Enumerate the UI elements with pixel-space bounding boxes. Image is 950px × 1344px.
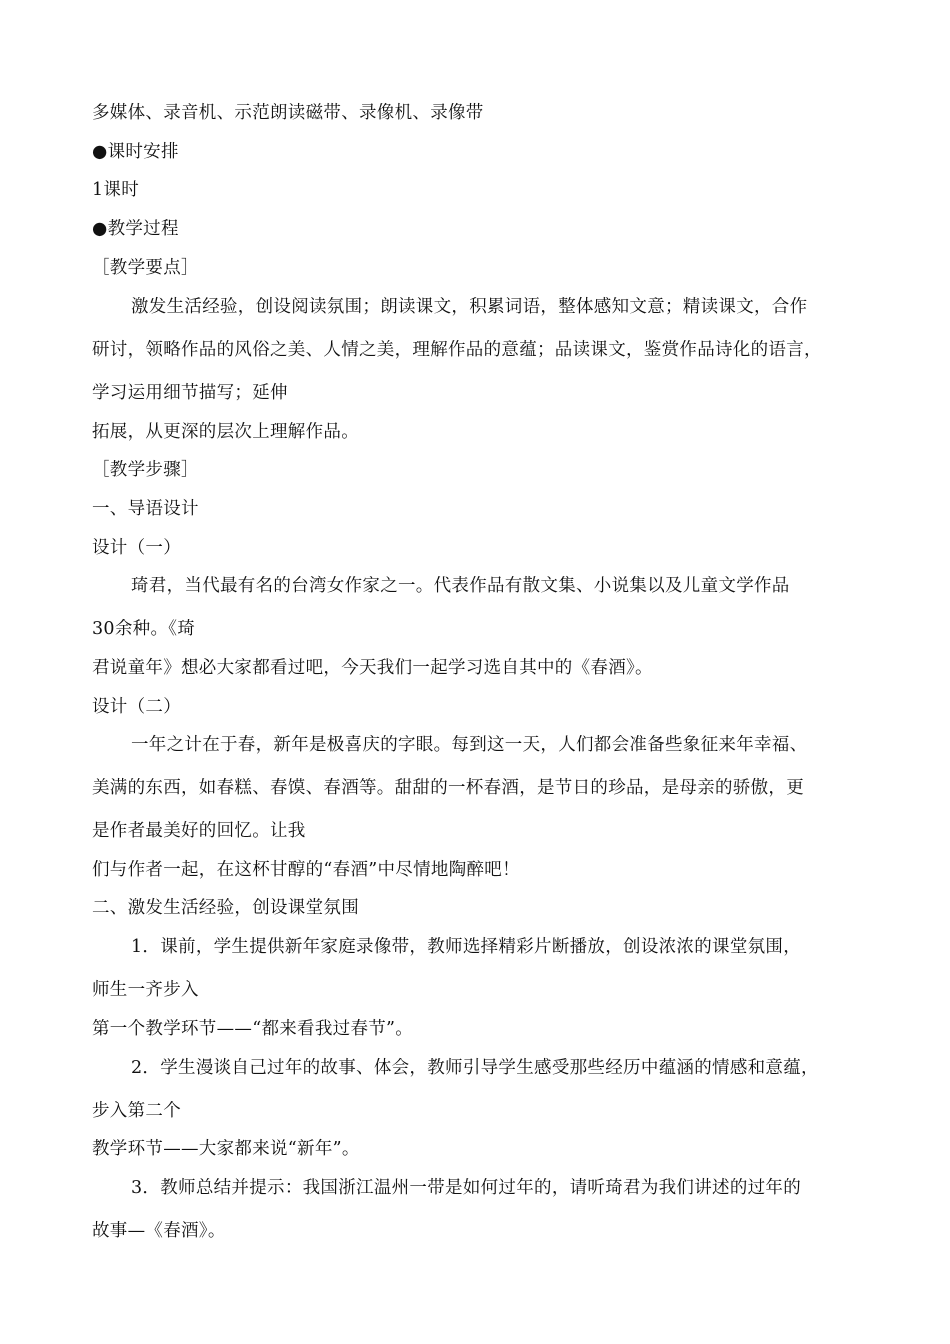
paragraph-line: 2．学生漫谈自己过年的故事、体会，教师引导学生感受那些经历中蕴涵的情感和意蕴， bbox=[131, 1058, 819, 1078]
paragraph-line: 第一个教学环节——“都来看我过春节”。 bbox=[92, 1019, 414, 1039]
text-line-materials: 多媒体、录音机、示范朗读磁带、录像机、录像带 bbox=[92, 103, 484, 123]
subheading-steps: ［教学步骤］ bbox=[92, 460, 199, 480]
paragraph-line: 激发生活经验，创设阅读氛围；朗读课文，积累词语，整体感知文意；精读课文，合作 bbox=[131, 297, 808, 317]
paragraph-line: 君说童年》想必大家都看过吧，今天我们一起学习选自其中的《春酒》。 bbox=[92, 658, 653, 678]
paragraph-line: 1．课前，学生提供新年家庭录像带，教师选择精彩片断播放，创设浓浓的课堂氛围， bbox=[131, 937, 802, 957]
paragraph-line: 拓展，从更深的层次上理解作品。 bbox=[92, 422, 359, 442]
paragraph-line: 们与作者一起，在这杯甘醇的“春酒”中尽情地陶醉吧！ bbox=[92, 860, 520, 880]
paragraph-line: 步入第二个 bbox=[92, 1101, 181, 1121]
paragraph-line: 美满的东西，如春糕、春馍、春酒等。甜甜的一杯春酒，是节日的珍品，是母亲的骄傲，更 bbox=[92, 778, 804, 798]
heading-stimulate-experience: 二、激发生活经验，创设课堂氛围 bbox=[92, 898, 359, 918]
subheading-key-points: ［教学要点］ bbox=[92, 258, 199, 278]
paragraph-line: 故事—《春酒》。 bbox=[92, 1221, 226, 1241]
paragraph-line: 学习运用细节描写；延伸 bbox=[92, 383, 288, 403]
heading-design-one: 设计（一） bbox=[92, 538, 181, 558]
paragraph-line: 30余种。《琦 bbox=[92, 619, 196, 639]
paragraph-line: 研讨，领略作品的风俗之美、人情之美，理解作品的意蕴；品读课文，鉴赏作品诗化的语言， bbox=[92, 340, 822, 360]
paragraph-line: 教学环节——大家都来说“新年”。 bbox=[92, 1139, 360, 1159]
paragraph-line: 师生一齐步入 bbox=[92, 980, 199, 1000]
section-heading-process: ●教学过程 bbox=[92, 219, 179, 239]
paragraph-line: 一年之计在于春，新年是极喜庆的字眼。每到这一天，人们都会准备些象征来年幸福、 bbox=[131, 735, 808, 755]
paragraph-line: 3．教师总结并提示：我国浙江温州一带是如何过年的，请听琦君为我们讲述的过年的 bbox=[131, 1178, 802, 1198]
heading-intro-design: 一、导语设计 bbox=[92, 499, 199, 519]
paragraph-line: 琦君，当代最有名的台湾女作家之一。代表作品有散文集、小说集以及儿童文学作品 bbox=[131, 576, 790, 596]
paragraph-line: 是作者最美好的回忆。让我 bbox=[92, 821, 306, 841]
text-line-hours: 1课时 bbox=[92, 180, 140, 200]
heading-design-two: 设计（二） bbox=[92, 697, 181, 717]
section-heading-schedule: ●课时安排 bbox=[92, 142, 179, 162]
